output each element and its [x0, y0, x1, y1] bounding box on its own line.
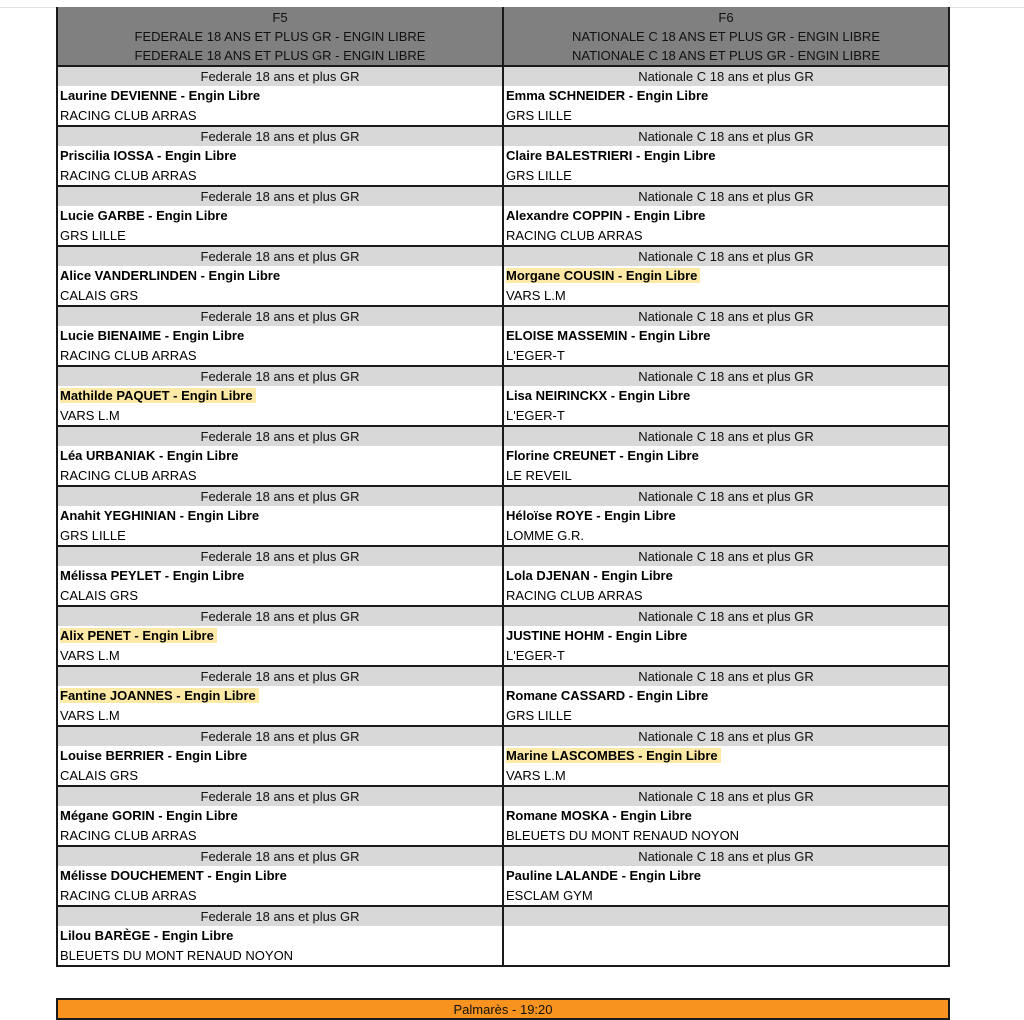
right-entry-cell	[504, 67, 948, 125]
category-label: Federale 18 ans et plus GR	[58, 727, 502, 746]
left-entry-cell	[58, 187, 504, 245]
category-label: Nationale C 18 ans et plus GR	[504, 127, 948, 146]
gymnast-name-line	[504, 86, 948, 106]
right-entry-cell	[504, 307, 948, 365]
left-entry-cell	[58, 607, 504, 665]
gymnast-name-line	[504, 506, 948, 526]
gymnast-name-line	[58, 266, 502, 286]
gymnast-name-line	[504, 686, 948, 706]
club-name: GRS LILLE	[506, 108, 572, 123]
club-name: GRS LILLE	[506, 708, 572, 723]
table-header-row	[58, 7, 948, 67]
gymnast-name-line	[504, 566, 948, 586]
club-name: RACING CLUB ARRAS	[60, 468, 197, 483]
table-row	[58, 787, 948, 847]
gymnast-name: Lilou BARÈGE - Engin Libre	[60, 928, 234, 943]
table-row	[58, 727, 948, 787]
right-entry-cell	[504, 247, 948, 305]
club-name: RACING CLUB ARRAS	[60, 348, 197, 363]
category-label: Federale 18 ans et plus GR	[58, 787, 502, 806]
gymnast-name: Priscilia IOSSA - Engin Libre	[60, 148, 237, 163]
club-name: ESCLAM GYM	[506, 888, 593, 903]
category-label: Nationale C 18 ans et plus GR	[504, 547, 948, 566]
right-entry-cell	[504, 787, 948, 845]
category-label: Nationale C 18 ans et plus GR	[504, 487, 948, 506]
category-label: Federale 18 ans et plus GR	[58, 427, 502, 446]
gymnast-name: Pauline LALANDE - Engin Libre	[506, 868, 702, 883]
gymnast-name-line	[58, 446, 502, 466]
gymnast-name-line	[58, 926, 502, 946]
gymnast-name-line	[58, 866, 502, 886]
right-entry-cell	[504, 187, 948, 245]
category-label: Federale 18 ans et plus GR	[58, 247, 502, 266]
right-entry-cell	[504, 367, 948, 425]
header-right-line2: NATIONALE C 18 ANS ET PLUS GR - ENGIN LIBRE	[572, 48, 880, 63]
category-label: Nationale C 18 ans et plus GR	[504, 667, 948, 686]
category-label: Federale 18 ans et plus GR	[58, 127, 502, 146]
gymnast-name: Anahit YEGHINIAN - Engin Libre	[60, 508, 260, 523]
club-name: RACING CLUB ARRAS	[60, 888, 197, 903]
club-name: VARS L.M	[60, 408, 120, 423]
category-label: Nationale C 18 ans et plus GR	[504, 787, 948, 806]
table-row	[58, 247, 948, 307]
table-row	[58, 127, 948, 187]
right-entry-cell	[504, 667, 948, 725]
gymnast-name: Florine CREUNET - Engin Libre	[506, 448, 699, 463]
gymnast-name: JUSTINE HOHM - Engin Libre	[506, 628, 688, 643]
gymnast-name-line	[504, 446, 948, 466]
header-left	[58, 7, 504, 65]
left-entry-cell	[58, 307, 504, 365]
left-entry-cell	[58, 487, 504, 545]
empty-category-band	[504, 907, 948, 926]
club-name: L'EGER-T	[506, 648, 565, 663]
header-right-line1: NATIONALE C 18 ANS ET PLUS GR - ENGIN LIBRE	[572, 29, 880, 44]
right-entry-cell	[504, 727, 948, 785]
gymnast-name-line	[504, 386, 948, 406]
category-label: Nationale C 18 ans et plus GR	[504, 727, 948, 746]
club-name: RACING CLUB ARRAS	[60, 828, 197, 843]
table-row	[58, 667, 948, 727]
gymnast-name: Léa URBANIAK - Engin Libre	[60, 448, 239, 463]
gymnast-name-line	[504, 206, 948, 226]
gymnast-name: Héloïse ROYE - Engin Libre	[506, 508, 676, 523]
table-row	[58, 367, 948, 427]
table-row	[58, 307, 948, 367]
left-entry-cell	[58, 247, 504, 305]
gymnast-name-line	[504, 806, 948, 826]
category-label: Federale 18 ans et plus GR	[58, 367, 502, 386]
gymnast-name: Lucie BIENAIME - Engin Libre	[60, 328, 245, 343]
gymnast-name: Fantine JOANNES - Engin Libre	[60, 688, 259, 703]
gymnast-name: Lucie GARBE - Engin Libre	[60, 208, 228, 223]
gymnast-name: Romane CASSARD - Engin Libre	[506, 688, 709, 703]
category-label: Nationale C 18 ans et plus GR	[504, 247, 948, 266]
gymnast-name-line	[504, 746, 948, 766]
category-label: Nationale C 18 ans et plus GR	[504, 427, 948, 446]
gymnast-name-line	[504, 326, 948, 346]
gymnast-name: Louise BERRIER - Engin Libre	[60, 748, 248, 763]
left-entry-cell	[58, 847, 504, 905]
right-entry-cell	[504, 847, 948, 905]
category-label: Nationale C 18 ans et plus GR	[504, 607, 948, 626]
table-body	[58, 67, 948, 965]
club-name: BLEUETS DU MONT RENAUD NOYON	[60, 948, 294, 963]
left-entry-cell	[58, 547, 504, 605]
gymnast-name-line	[58, 806, 502, 826]
club-name: LE REVEIL	[506, 468, 572, 483]
club-name: LOMME G.R.	[506, 528, 585, 543]
gymnast-name: Lisa NEIRINCKX - Engin Libre	[506, 388, 691, 403]
left-entry-cell	[58, 787, 504, 845]
category-label: Federale 18 ans et plus GR	[58, 307, 502, 326]
gymnast-name: Marine LASCOMBES - Engin Libre	[506, 748, 721, 763]
club-name: L'EGER-T	[506, 348, 565, 363]
gymnast-name-line	[504, 146, 948, 166]
gymnast-name-line	[58, 146, 502, 166]
club-name: VARS L.M	[506, 768, 566, 783]
header-right-code: F6	[718, 10, 734, 25]
category-label: Nationale C 18 ans et plus GR	[504, 67, 948, 86]
left-entry-cell	[58, 727, 504, 785]
gymnast-name-line	[58, 626, 502, 646]
table-row	[58, 427, 948, 487]
right-entry-cell	[504, 607, 948, 665]
gymnast-name-line	[58, 386, 502, 406]
gymnast-name: Claire BALESTRIERI - Engin Libre	[506, 148, 716, 163]
table-row	[58, 67, 948, 127]
category-label: Nationale C 18 ans et plus GR	[504, 187, 948, 206]
left-entry-cell	[58, 427, 504, 485]
left-entry-cell	[58, 127, 504, 185]
gymnast-name-line	[504, 266, 948, 286]
right-entry-cell	[504, 487, 948, 545]
club-name: RACING CLUB ARRAS	[506, 228, 643, 243]
club-name: GRS LILLE	[60, 528, 126, 543]
table-row	[58, 487, 948, 547]
right-entry-cell	[504, 427, 948, 485]
category-label: Nationale C 18 ans et plus GR	[504, 367, 948, 386]
gymnast-name-line	[504, 866, 948, 886]
right-entry-cell	[504, 907, 948, 965]
gymnast-name-line	[58, 326, 502, 346]
right-entry-cell	[504, 127, 948, 185]
club-name: VARS L.M	[60, 648, 120, 663]
table-row	[58, 907, 948, 965]
table-row	[58, 607, 948, 667]
club-name: VARS L.M	[506, 288, 566, 303]
table-row	[58, 847, 948, 907]
header-left-line1: FEDERALE 18 ANS ET PLUS GR - ENGIN LIBRE	[134, 29, 426, 44]
gymnast-name: Mélissa PEYLET - Engin Libre	[60, 568, 245, 583]
gymnast-name: Mégane GORIN - Engin Libre	[60, 808, 238, 823]
club-name: L'EGER-T	[506, 408, 565, 423]
header-right	[504, 7, 948, 65]
club-name: BLEUETS DU MONT RENAUD NOYON	[506, 828, 740, 843]
table-row	[58, 187, 948, 247]
gymnast-name: Lola DJENAN - Engin Libre	[506, 568, 673, 583]
gymnast-name: Laurine DEVIENNE - Engin Libre	[60, 88, 261, 103]
club-name: VARS L.M	[60, 708, 120, 723]
gymnast-name: Alexandre COPPIN - Engin Libre	[506, 208, 706, 223]
category-label: Federale 18 ans et plus GR	[58, 487, 502, 506]
club-name: RACING CLUB ARRAS	[60, 108, 197, 123]
category-label: Federale 18 ans et plus GR	[58, 607, 502, 626]
category-label: Federale 18 ans et plus GR	[58, 547, 502, 566]
gymnast-name-line	[58, 86, 502, 106]
header-left-code: F5	[272, 10, 288, 25]
club-name: RACING CLUB ARRAS	[506, 588, 643, 603]
gymnast-name: Emma SCHNEIDER - Engin Libre	[506, 88, 709, 103]
club-name: GRS LILLE	[506, 168, 572, 183]
gymnast-name: Morgane COUSIN - Engin Libre	[506, 268, 700, 283]
gymnast-name-line	[58, 746, 502, 766]
club-name: CALAIS GRS	[60, 288, 139, 303]
category-label: Federale 18 ans et plus GR	[58, 667, 502, 686]
gymnast-name-line	[58, 566, 502, 586]
gymnast-name: Romane MOSKA - Engin Libre	[506, 808, 692, 823]
club-name: CALAIS GRS	[60, 768, 139, 783]
club-name: RACING CLUB ARRAS	[60, 168, 197, 183]
club-name: CALAIS GRS	[60, 588, 139, 603]
category-label: Federale 18 ans et plus GR	[58, 187, 502, 206]
category-label: Nationale C 18 ans et plus GR	[504, 847, 948, 866]
gymnast-name: Alice VANDERLINDEN - Engin Libre	[60, 268, 281, 283]
gymnast-name-line	[58, 686, 502, 706]
gymnast-name: Alix PENET - Engin Libre	[60, 628, 217, 643]
left-entry-cell	[58, 367, 504, 425]
schedule-table	[56, 7, 950, 967]
gymnast-name-line	[58, 506, 502, 526]
left-entry-cell	[58, 907, 504, 965]
left-entry-cell	[58, 67, 504, 125]
category-label: Federale 18 ans et plus GR	[58, 67, 502, 86]
category-label: Nationale C 18 ans et plus GR	[504, 307, 948, 326]
palmares-bar: Palmarès - 19:20	[56, 998, 950, 1020]
gymnast-name: ELOISE MASSEMIN - Engin Libre	[506, 328, 711, 343]
header-left-line2: FEDERALE 18 ANS ET PLUS GR - ENGIN LIBRE	[134, 48, 426, 63]
left-entry-cell	[58, 667, 504, 725]
gymnast-name-line	[504, 626, 948, 646]
table-row	[58, 547, 948, 607]
category-label: Federale 18 ans et plus GR	[58, 847, 502, 866]
category-label: Federale 18 ans et plus GR	[58, 907, 502, 926]
gymnast-name-line	[58, 206, 502, 226]
club-name: GRS LILLE	[60, 228, 126, 243]
right-entry-cell	[504, 547, 948, 605]
gymnast-name: Mélisse DOUCHEMENT - Engin Libre	[60, 868, 287, 883]
gymnast-name: Mathilde PAQUET - Engin Libre	[60, 388, 256, 403]
